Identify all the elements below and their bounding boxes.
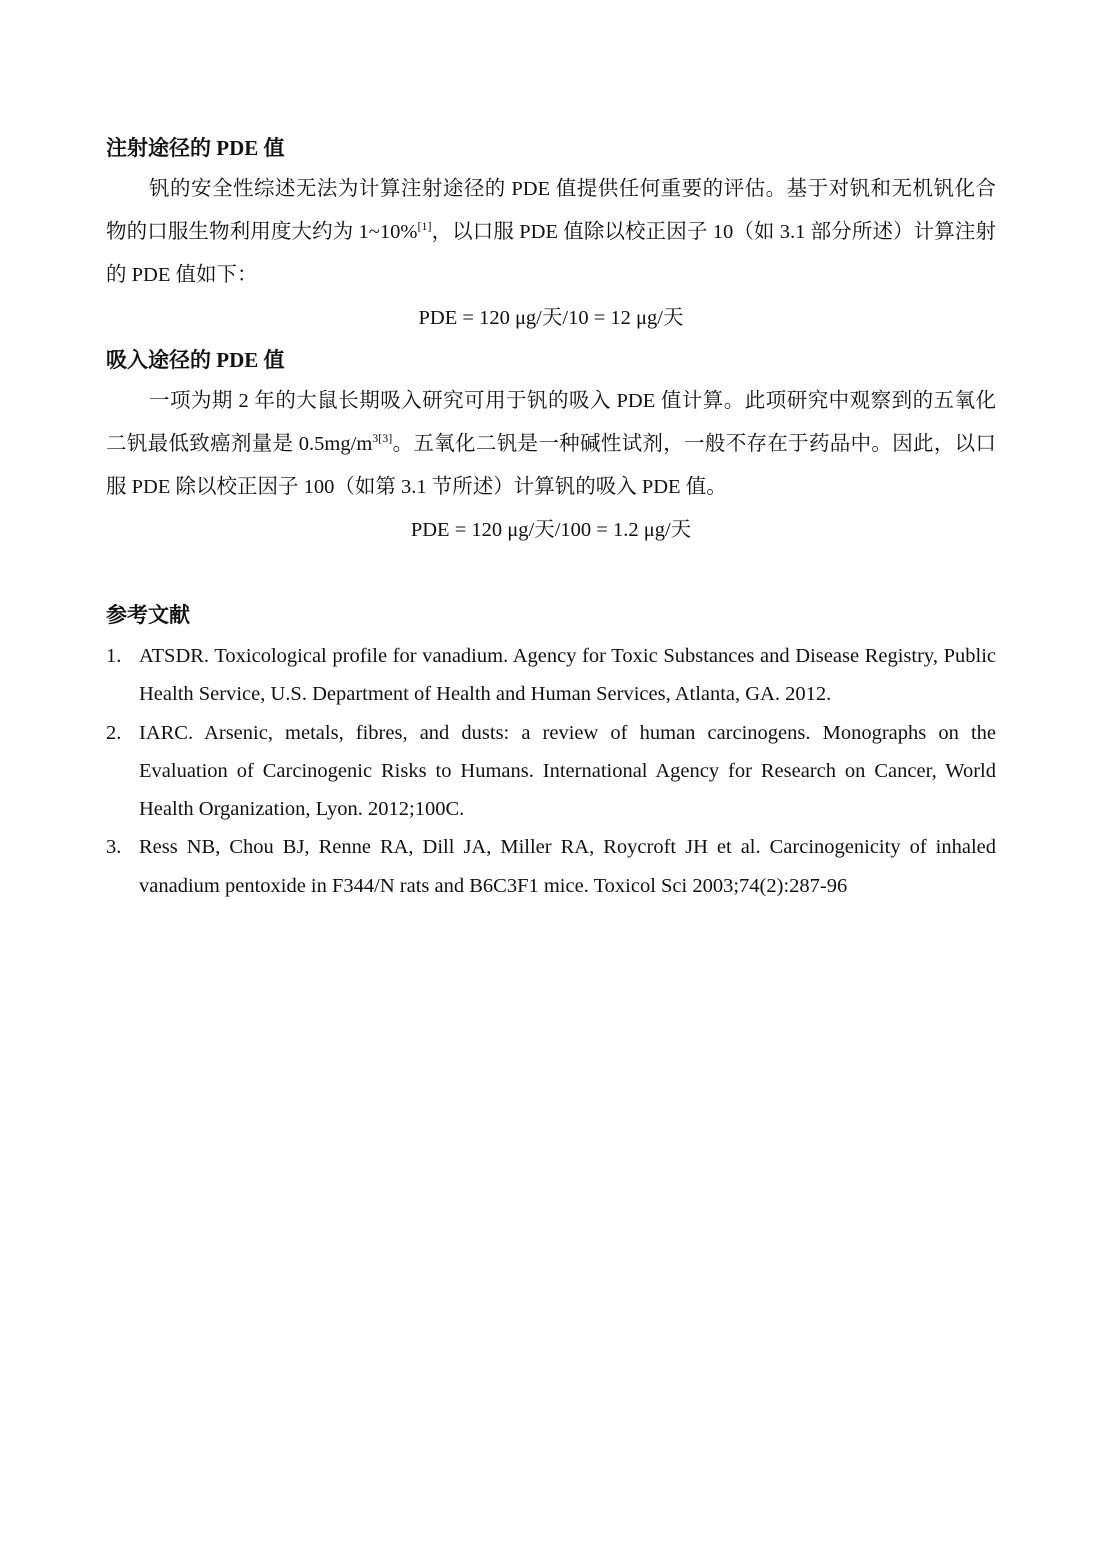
reference-item [106,714,996,829]
paragraph-text: 。五氧化二钒是一种碱性试剂，一般不存在于药品中。因此，以口服 PDE 除以校正因子 100（如第 3.1 节所述）计算钒的吸入 PDE 值。 [106,433,997,498]
paragraph-text: 一项为期 2 年的大鼠长期吸入研究可用于钒的吸入 PDE 值计算。此项研究中观察到的五氧化二钒最低致癌剂量是 0.5mg/m [106,390,996,455]
document-page [106,128,996,905]
reference-number: 3. [106,836,122,859]
paragraph-text: ，以口服 PDE 值除以校正因子 10（如 3.1 部分所述）计算注射的 PDE 值如下： [106,221,996,286]
reference-number: 1. [106,645,122,667]
reference-text: IARC. Arsenic, metals, fibres, and dusts: a review of human carcinogens. Monographs on the Evaluation of Carcinogenic Risks to Humans. International Agency for Research on Cancer, World Health Organization, Lyon. 2012;100C. [139,721,996,821]
injection-pde-section [106,128,996,340]
citation-superscript: 3[3] [372,431,393,446]
reference-text: Ress NB, Chou BJ, Renne RA, Dill JA, Miller RA, Roycroft JH et al. Carcinogenicity of inhaled vanadium pentoxide in F344/N rats and B6C3F1 mice. Toxicol Sci 2003;74(2):287-96 [139,836,996,897]
inhalation-pde-formula: PDE = 120 μg/天/100 = 1.2 μg/天 [410,519,692,541]
injection-pde-paragraph [106,168,996,297]
reference-number: 2. [106,721,122,744]
inhalation-pde-section [106,340,996,552]
reference-item [106,637,996,714]
injection-pde-heading: 注射途径的 PDE 值 [106,136,285,160]
references-heading: 参考文献 [106,603,190,627]
reference-text: ATSDR. Toxicological profile for vanadium. Agency for Toxic Substances and Disease Registry, Public Health Service, U.S. Department of Health and Human Services, Atlanta, GA. 2012. [139,645,996,706]
citation-superscript: [1] [417,219,432,234]
reference-item [106,828,996,905]
inhalation-pde-heading: 吸入途径的 PDE 值 [106,348,285,372]
paragraph-text: 钒的安全性综述无法为计算注射途径的 PDE 值提供任何重要的评估。基于对钒和无机钒化合物的口服生物利用度大约为 1~10% [106,178,996,243]
references-section [106,595,996,905]
inhalation-pde-paragraph [106,380,996,509]
section-spacer [106,552,996,595]
injection-pde-formula: PDE = 120 μg/天/10 = 12 μg/天 [418,307,684,329]
reference-list [106,637,996,905]
